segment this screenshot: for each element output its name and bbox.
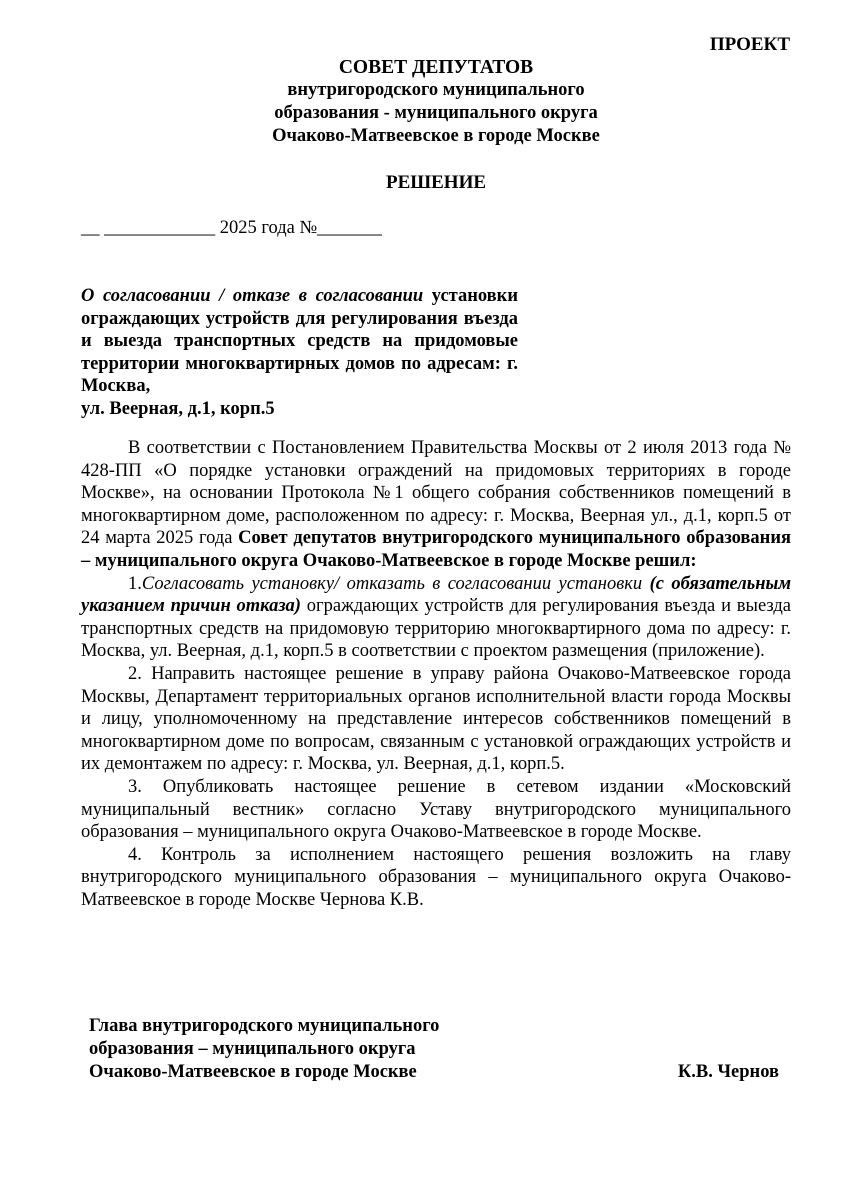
item-1-bold-italic: (с обязательным указанием причин отказа) <box>81 573 791 617</box>
preamble-bold-text: Совет депутатов внутригородского муниципального образования – муниципального округа Очаково-Матвеевское в городе Москве решил: <box>81 528 791 571</box>
org-title-line2: внутригородского муниципального <box>287 80 585 100</box>
decision-body <box>81 437 791 911</box>
issuing-body <box>0 56 848 148</box>
item-1-paragraph <box>81 573 791 663</box>
project-label: ПРОЕКТ <box>709 34 790 55</box>
date-number-line: __ ____________ 2025 года №_______ <box>81 218 382 238</box>
preamble-text: В соответствии с Постановлением Правительства Москвы от 2 июля 2013 года № 428-ПП «О порядке установки ограждений на придомовых территориях в городе Москве», на основании Протокола №1 общего собрания собственников помещений в многоквартирном доме, расположенном по адресу: г. Москва, Веерная ул., д.1, корп.5 от 24 марта 2025 года <box>81 438 791 549</box>
item-1-italic: Согласовать установку/ отказать в согласовании установки <box>141 573 650 594</box>
preamble-paragraph <box>81 437 791 573</box>
org-title-line3: образования - муниципального округа <box>274 103 598 123</box>
subject-last-line: ул. Веерная, д.1, корп.5 <box>81 398 275 419</box>
decision-subject <box>81 285 518 421</box>
document-type-heading: РЕШЕНИЕ <box>385 172 487 193</box>
item-1-text: ограждающих устройств для регулирования въезда и выезда транспортных средств на придомовую территорию многоквартирного дома по адресу: г. Москва, ул. Веерная, д.1, корп.5 в соответствии с проектом размещения (приложение). <box>81 596 791 662</box>
item-2-paragraph: 2. Направить настоящее решение в управу района Очаково-Матвеевское города Москвы, Департамент территориальных органов исполнительной власти города Москвы и лицу, уполномоченному на представление интересов собственников помещений в многоквартирном доме по вопросам, связанным с установкой ограждающих устройств и их демонтажем по адресу: г. Москва, ул. Веерная, д.1, корп.5. <box>81 663 791 775</box>
item-1-number: 1. <box>128 573 142 594</box>
item-3-paragraph: 3. Опубликовать настоящее решение в сетевом издании «Московский муниципальный вестник» согласно Уставу внутригородского муниципального образования – муниципального округа Очаково-Матвеевское в городе Москве. <box>81 776 791 843</box>
signatory-title-line3: Очаково-Матвеевское в городе Москве <box>89 1062 417 1082</box>
org-title-line4: Очаково-Матвеевское в городе Москве <box>272 126 600 146</box>
signature-block <box>89 1015 779 1084</box>
signatory-title-line2: образования – муниципального округа <box>89 1039 416 1059</box>
signatory-title-line1: Глава внутригородского муниципального <box>89 1016 440 1036</box>
subject-italic-part: О согласовании / отказе в согласовании <box>81 286 424 306</box>
subject-rest: установки ограждающих устройств для регулирования въезда и выезда транспортных средств на придомовые территории многоквартирных домов по адресам: г. Москва, <box>81 286 518 397</box>
signatory-name: К.В. Чернов <box>677 1062 779 1082</box>
org-title-line1: СОВЕТ ДЕПУТАТОВ <box>338 57 534 78</box>
item-4-paragraph: 4. Контроль за исполнением настоящего решения возложить на главу внутригородского муниципального образования – муниципального округа Очаково-Матвеевское в городе Москве Чернова К.В. <box>81 844 791 910</box>
